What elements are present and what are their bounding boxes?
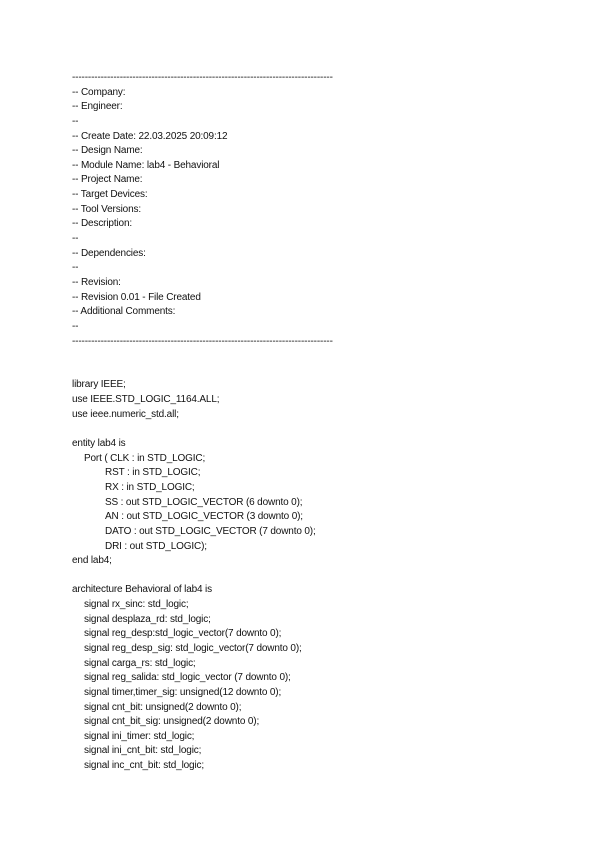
comment-module-name: -- Module Name: lab4 - Behavioral [72,159,220,171]
blank-line [72,364,333,379]
signal-line: signal inc_cnt_bit: std_logic; [84,760,205,772]
signal-line: signal desplaza_rd: std_logic; [84,613,211,625]
entity-close: end lab4; [72,555,112,567]
signal-line: signal ini_timer: std_logic; [84,730,195,742]
blank-line [72,349,333,364]
port-line: AN : out STD_LOGIC_VECTOR (3 downto 0); [105,511,303,523]
vhdl-source-code [72,71,333,774]
port-line: RST : in STD_LOGIC; [105,467,201,479]
comment-blank: -- [72,262,79,274]
entity-open: entity lab4 is [72,438,126,450]
signal-line: signal cnt_bit_sig: unsigned(2 downto 0); [84,716,260,728]
signal-line: signal cnt_bit: unsigned(2 downto 0); [84,701,242,713]
comment-project-name: -- Project Name: [72,174,143,186]
signal-line: signal rx_sinc: std_logic; [84,599,189,611]
signal-line: signal reg_salida: std_logic_vector (7 downto 0); [84,672,291,684]
comment-additional-comments: -- Additional Comments: [72,306,176,318]
comment-company: -- Company: [72,86,126,98]
comment-description: -- Description: [72,218,132,230]
port-line: SS : out STD_LOGIC_VECTOR (6 downto 0); [105,496,303,508]
comment-blank: -- [72,320,79,332]
comment-tool-versions: -- Tool Versions: [72,203,141,215]
header-separator: ---------------------------------------------------------------------------------- [72,72,333,83]
signal-line: signal carga_rs: std_logic; [84,657,196,669]
use-line: use ieee.numeric_std.all; [72,408,179,420]
comment-create-date: -- Create Date: 22.03.2025 20:09:12 [72,130,228,142]
signal-line: signal reg_desp:std_logic_vector(7 downto 0); [84,628,282,640]
signal-line: signal reg_desp_sig: std_logic_vector(7 downto 0); [84,642,302,654]
blank-line [72,422,333,437]
header-separator-end: ---------------------------------------------------------------------------------- [72,335,333,347]
port-line: RX : in STD_LOGIC; [105,481,195,493]
comment-blank: -- [72,115,79,127]
port-line: DRI : out STD_LOGIC); [105,540,207,552]
comment-blank: -- [72,233,79,245]
comment-revision-001: -- Revision 0.01 - File Created [72,291,201,303]
signal-line: signal ini_cnt_bit: std_logic; [84,745,202,757]
comment-engineer: -- Engineer: [72,101,123,113]
architecture-open: architecture Behavioral of lab4 is [72,584,212,596]
blank-line [72,569,333,584]
comment-design-name: -- Design Name: [72,145,143,157]
signal-line: signal timer,timer_sig: unsigned(12 downto 0); [84,686,282,698]
comment-revision: -- Revision: [72,276,121,288]
port-line: DATO : out STD_LOGIC_VECTOR (7 downto 0); [105,525,316,537]
library-line: library IEEE; [72,379,126,391]
comment-dependencies: -- Dependencies: [72,247,146,259]
use-line: use IEEE.STD_LOGIC_1164.ALL; [72,394,220,406]
port-line: Port ( CLK : in STD_LOGIC; [84,452,206,464]
comment-target-devices: -- Target Devices: [72,189,148,201]
